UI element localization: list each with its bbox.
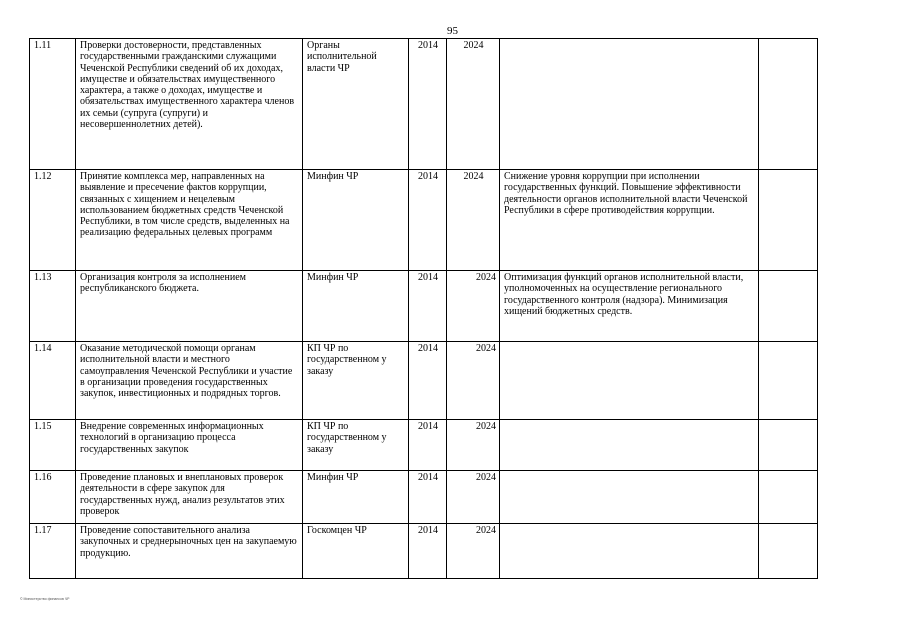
note-cell	[759, 471, 818, 524]
expected-result	[500, 471, 759, 524]
note-cell	[759, 271, 818, 342]
note-cell	[759, 420, 818, 471]
end-year: 2024	[447, 420, 500, 471]
note-cell	[759, 170, 818, 271]
end-year: 2024	[447, 271, 500, 342]
start-year: 2014	[409, 420, 447, 471]
start-year: 2014	[409, 471, 447, 524]
note-cell	[759, 39, 818, 170]
start-year: 2014	[409, 39, 447, 170]
measure-text: Проверки достоверности, представленных государственными гражданскими служащими Чеченской Республики сведений об их доходах, имуществе и обязательствах имущественного характера, а также о доходах, имуществе и обязательствах имущественного характера членов их семьи (супруга (супруги) и несовершеннолетних детей).	[76, 39, 303, 170]
row-number: 1.15	[30, 420, 76, 471]
expected-result: Оптимизация функций органов исполнительной власти, уполномоченных на осуществление регионального государственного контроля (надзора). Минимизация хищений бюджетных средств.	[500, 271, 759, 342]
row-number: 1.13	[30, 271, 76, 342]
table-row	[30, 420, 818, 471]
row-number: 1.16	[30, 471, 76, 524]
measures-table	[29, 38, 818, 579]
start-year: 2014	[409, 271, 447, 342]
executor: КП ЧР по государственном у заказу	[303, 342, 409, 420]
table-row	[30, 342, 818, 420]
start-year: 2014	[409, 170, 447, 271]
table-row	[30, 471, 818, 524]
end-year: 2024	[447, 170, 500, 271]
executor: Минфин ЧР	[303, 471, 409, 524]
start-year: 2014	[409, 524, 447, 579]
table-row	[30, 524, 818, 579]
row-number: 1.14	[30, 342, 76, 420]
measure-text: Оказание методической помощи органам исполнительной власти и местного самоуправления Чеченской Республики и участие в организации проведения государственных закупок, инвестиционных и подрядных торгов.	[76, 342, 303, 420]
executor: Минфин ЧР	[303, 271, 409, 342]
table-row	[30, 271, 818, 342]
end-year: 2024	[447, 471, 500, 524]
measure-text: Организация контроля за исполнением республиканского бюджета.	[76, 271, 303, 342]
note-cell	[759, 342, 818, 420]
executor: КП ЧР по государственном у заказу	[303, 420, 409, 471]
expected-result	[500, 420, 759, 471]
executor: Минфин ЧР	[303, 170, 409, 271]
end-year: 2024	[447, 342, 500, 420]
executor: Госкомцен ЧР	[303, 524, 409, 579]
end-year: 2024	[447, 39, 500, 170]
end-year: 2024	[447, 524, 500, 579]
expected-result	[500, 39, 759, 170]
start-year: 2014	[409, 342, 447, 420]
row-number: 1.12	[30, 170, 76, 271]
measure-text: Проведение сопоставительного анализа закупочных и среднерыночных цен на закупаемую продукцию.	[76, 524, 303, 579]
measure-text: Внедрение современных информационных технологий в организацию процесса государственных закупок	[76, 420, 303, 471]
row-number: 1.17	[30, 524, 76, 579]
page-number: 95	[447, 25, 458, 37]
expected-result	[500, 342, 759, 420]
note-cell	[759, 524, 818, 579]
expected-result: Снижение уровня коррупции при исполнении государственных функций. Повышение эффективности деятельности органов исполнительной власти Чеченской Республики в сфере противодействия коррупции.	[500, 170, 759, 271]
expected-result	[500, 524, 759, 579]
footer-note: © Министерство финансов ЧР	[20, 597, 70, 601]
executor: Органы исполнительной власти ЧР	[303, 39, 409, 170]
table-row	[30, 39, 818, 170]
row-number: 1.11	[30, 39, 76, 170]
table-row	[30, 170, 818, 271]
measure-text: Проведение плановых и внеплановых проверок деятельности в сфере закупок для государственных нужд, анализ результатов этих проверок	[76, 471, 303, 524]
measure-text: Принятие комплекса мер, направленных на выявление и пресечение фактов коррупции, связанных с хищением и нецелевым использованием бюджетных средств Чеченской Республики, в том числе средств, выделенных на реализацию федеральных целевых программ	[76, 170, 303, 271]
